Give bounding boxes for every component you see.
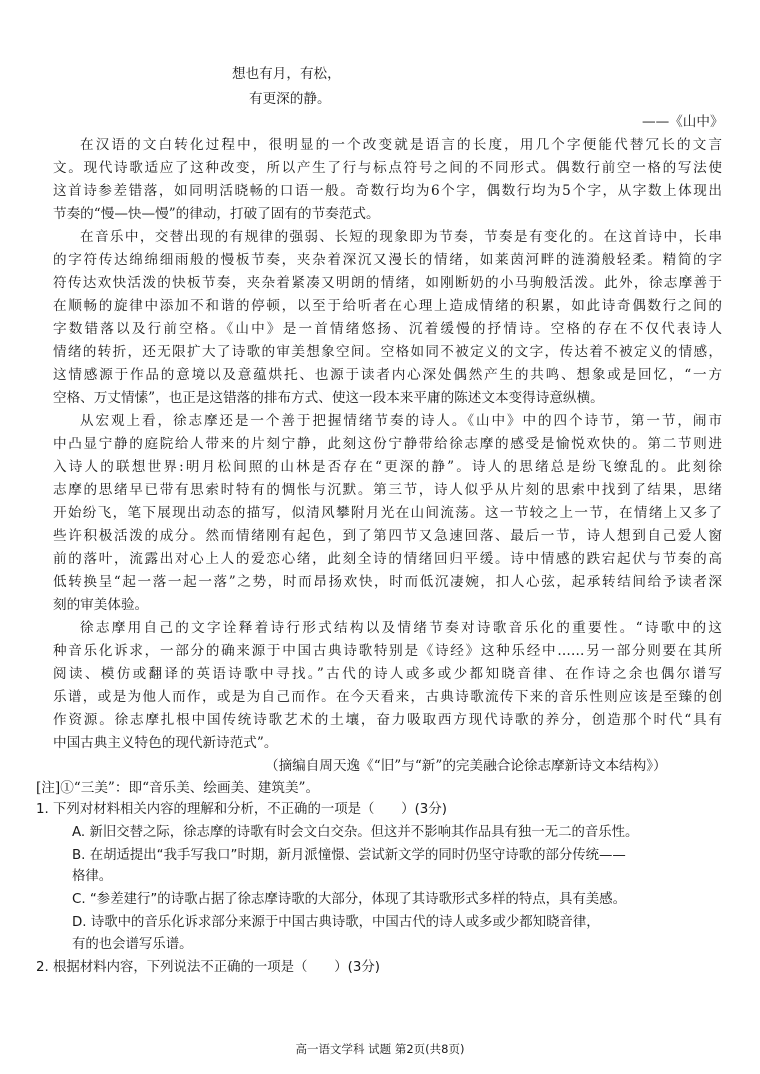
- poem-line-2: 有更深的静。: [249, 91, 331, 107]
- paragraph-2-line-6: 情绪的转折，还无限扩大了诗歌的审美想象空间。空格如同不被定义的文字，传达着不被定义的情感，: [53, 344, 722, 360]
- paragraph-3-line-9: 刻的审美体验。: [53, 597, 149, 613]
- paragraph-4-line-4: 乐谱，或是为他人而作，或是为自己而作。在今天看来，古典诗歌流传下来的音乐性则应该是至臻的创: [53, 689, 722, 705]
- question-1-option-c[interactable]: C. “参差建行”的诗歌占据了徐志摩诗歌的大部分，体现了其诗歌形式多样的特点，具有美感。: [72, 892, 626, 907]
- poem-source: ——《山中》: [642, 114, 724, 130]
- paragraph-3-line-5: 开始纷飞，笔下展现出动态的描写，似清风攀附月光在山间流荡。这一节较之上一节，在情绪上又多了: [53, 505, 722, 521]
- paragraph-2-line-8: 空格、万丈情愫”，也正是这错落的排布方式、使这一段本来平庸的陈述文本变得诗意纵横。: [53, 390, 604, 406]
- paragraph-3-line-7: 前的落叶，流露出对心上人的爱恋心绪，此刻全诗的情绪回归平缓。诗中情感的跌宕起伏与节奏的高: [53, 551, 722, 567]
- paragraph-3-line-4: 志摩的思绪早已带有思索时特有的惆怅与沉默。第三节，诗人似乎从片刻的思索中找到了结果，思绪: [53, 482, 722, 498]
- paragraph-4-line-5: 作资源。徐志摩扎根中国传统诗歌艺术的土壤，奋力吸取西方现代诗歌的养分，创造那个时代“具有: [53, 712, 722, 728]
- paragraph-1-line-1: 在汉语的文白转化过程中，很明显的一个改变就是语言的长度，用几个字便能代替冗长的文言: [80, 137, 722, 153]
- paragraph-3-line-1: 从宏观上看，徐志摩还是一个善于把握情绪节奏的诗人。《山中》中的四个诗节，第一节，闹市: [80, 413, 722, 429]
- paragraph-2-line-5: 字数错落以及行前空格。《山中》是一首情绪悠扬、沉着缓慢的抒情诗。空格的存在不仅代表诗人: [53, 321, 722, 337]
- paragraph-2-line-7: 这情感源于作品的意境以及意蕴烘托、也源于读者内心深处偶然产生的共鸣、想象或是回忆，“一方: [53, 367, 722, 383]
- question-1-option-b[interactable]: B. 在胡适提出“我手写我口”时期，新月派憧憬、尝试新文学的同时仍坚守诗歌的部分传统——: [72, 848, 626, 863]
- paragraph-3-line-8: 低转换呈“起一落一起一落”之势，时而昂扬欢快，时而低沉凄婉，扣人心弦，起承转结间给予读者深: [53, 574, 722, 590]
- question-1-option-a[interactable]: A. 新旧交替之际，徐志摩的诗歌有时会文白交杂。但这并不影响其作品具有独一无二的音乐性。: [72, 825, 639, 840]
- paragraph-4-line-2: 种音乐化诉求，一部分的确来源于中国古典诗歌特别是《诗经》这种乐经中……另一部分则要在其所: [53, 643, 722, 659]
- question-2-stem: 2. 根据材料内容，下列说法不正确的一项是（ ）(3分): [36, 960, 380, 975]
- paragraph-3-line-6: 些许积极活泼的成分。然而情绪刚有起色，到了第四节又急速回落、最后一节，诗人想到自己爱人窗: [53, 528, 722, 544]
- paragraph-2-line-1: 在音乐中，交替出现的有规律的强弱、长短的现象即为节奏，节奏是有变化的。在这首诗中，长串: [80, 229, 722, 245]
- paragraph-1-line-3: 这首诗参差错落，如同明活晓畅的口语一般。奇数行均为6个字，偶数行均为5个字，从字数上体现出: [53, 183, 722, 199]
- paragraph-1-line-2: 文。现代诗歌适应了这种改变，所以产生了行与标点符号之间的不同形式。偶数行前空一格的写法使: [53, 160, 722, 176]
- paragraph-2-line-3: 符传达欢快活泼的快板节奏，夹杂着紧凑又明朗的情绪，如刚断奶的小马驹般活泼。此外，徐志摩善于: [53, 275, 722, 291]
- paragraph-3-line-3: 入诗人的联想世界:明月松间照的山林是否存在“更深的静”。诗人的思绪总是纷飞缭乱的。此刻徐: [53, 459, 722, 475]
- question-1-option-d-cont: 有的也会谱写乐谱。: [72, 937, 193, 952]
- paragraph-2-line-2: 的字符传达绵绵细雨般的慢板节奏，夹杂着深沉又漫长的情绪，如莱茵河畔的涟漪般轻柔。精简的字: [53, 252, 722, 268]
- paragraph-1-line-4: 节奏的“慢—快—慢”的律动，打破了固有的节奏范式。: [53, 206, 380, 222]
- paragraph-4-line-6: 中国古典主义特色的现代新诗范式”。: [53, 735, 278, 751]
- paragraph-4-line-1: 徐志摩用自己的文字诠释着诗行形式结构以及情绪节奏对诗歌音乐化的重要性。“诗歌中的这: [80, 620, 722, 636]
- annotation-note: [注]①“三美”：即“音乐美、绘画美、建筑美”。: [36, 780, 320, 796]
- question-1-option-b-cont: 格律。: [72, 869, 113, 884]
- paragraph-4-line-3: 阅读、模仿或翻译的英语诗歌中寻找。”古代的诗人或多或少都知晓音律、在作诗之余也偶尔谱写: [53, 666, 722, 682]
- question-1-option-d[interactable]: D. 诗歌中的音乐化诉求部分来源于中国古典诗歌，中国古代的诗人或多或少都知晓音律，: [72, 915, 600, 930]
- article-source: （摘编自周天逸《“旧”与“新”的完美融合论徐志摩新诗文本结构》）: [265, 758, 667, 774]
- page-footer: 高一语文学科 试题 第2页(共8页): [295, 1042, 465, 1056]
- paragraph-3-line-2: 中凸显宁静的庭院给人带来的片刻宁静，此刻这份宁静带给徐志摩的感受是愉悦欢快的。第二节则进: [53, 436, 722, 452]
- question-1-stem: 1. 下列对材料相关内容的理解和分析，不正确的一项是（ ）(3分): [36, 802, 447, 817]
- paragraph-2-line-4: 在顺畅的旋律中添加不和谐的停顿，以至于给听者在心理上造成情绪的积累，如此诗奇偶数行之间的: [53, 298, 722, 314]
- poem-line-1: 想也有月，有松，: [232, 66, 341, 82]
